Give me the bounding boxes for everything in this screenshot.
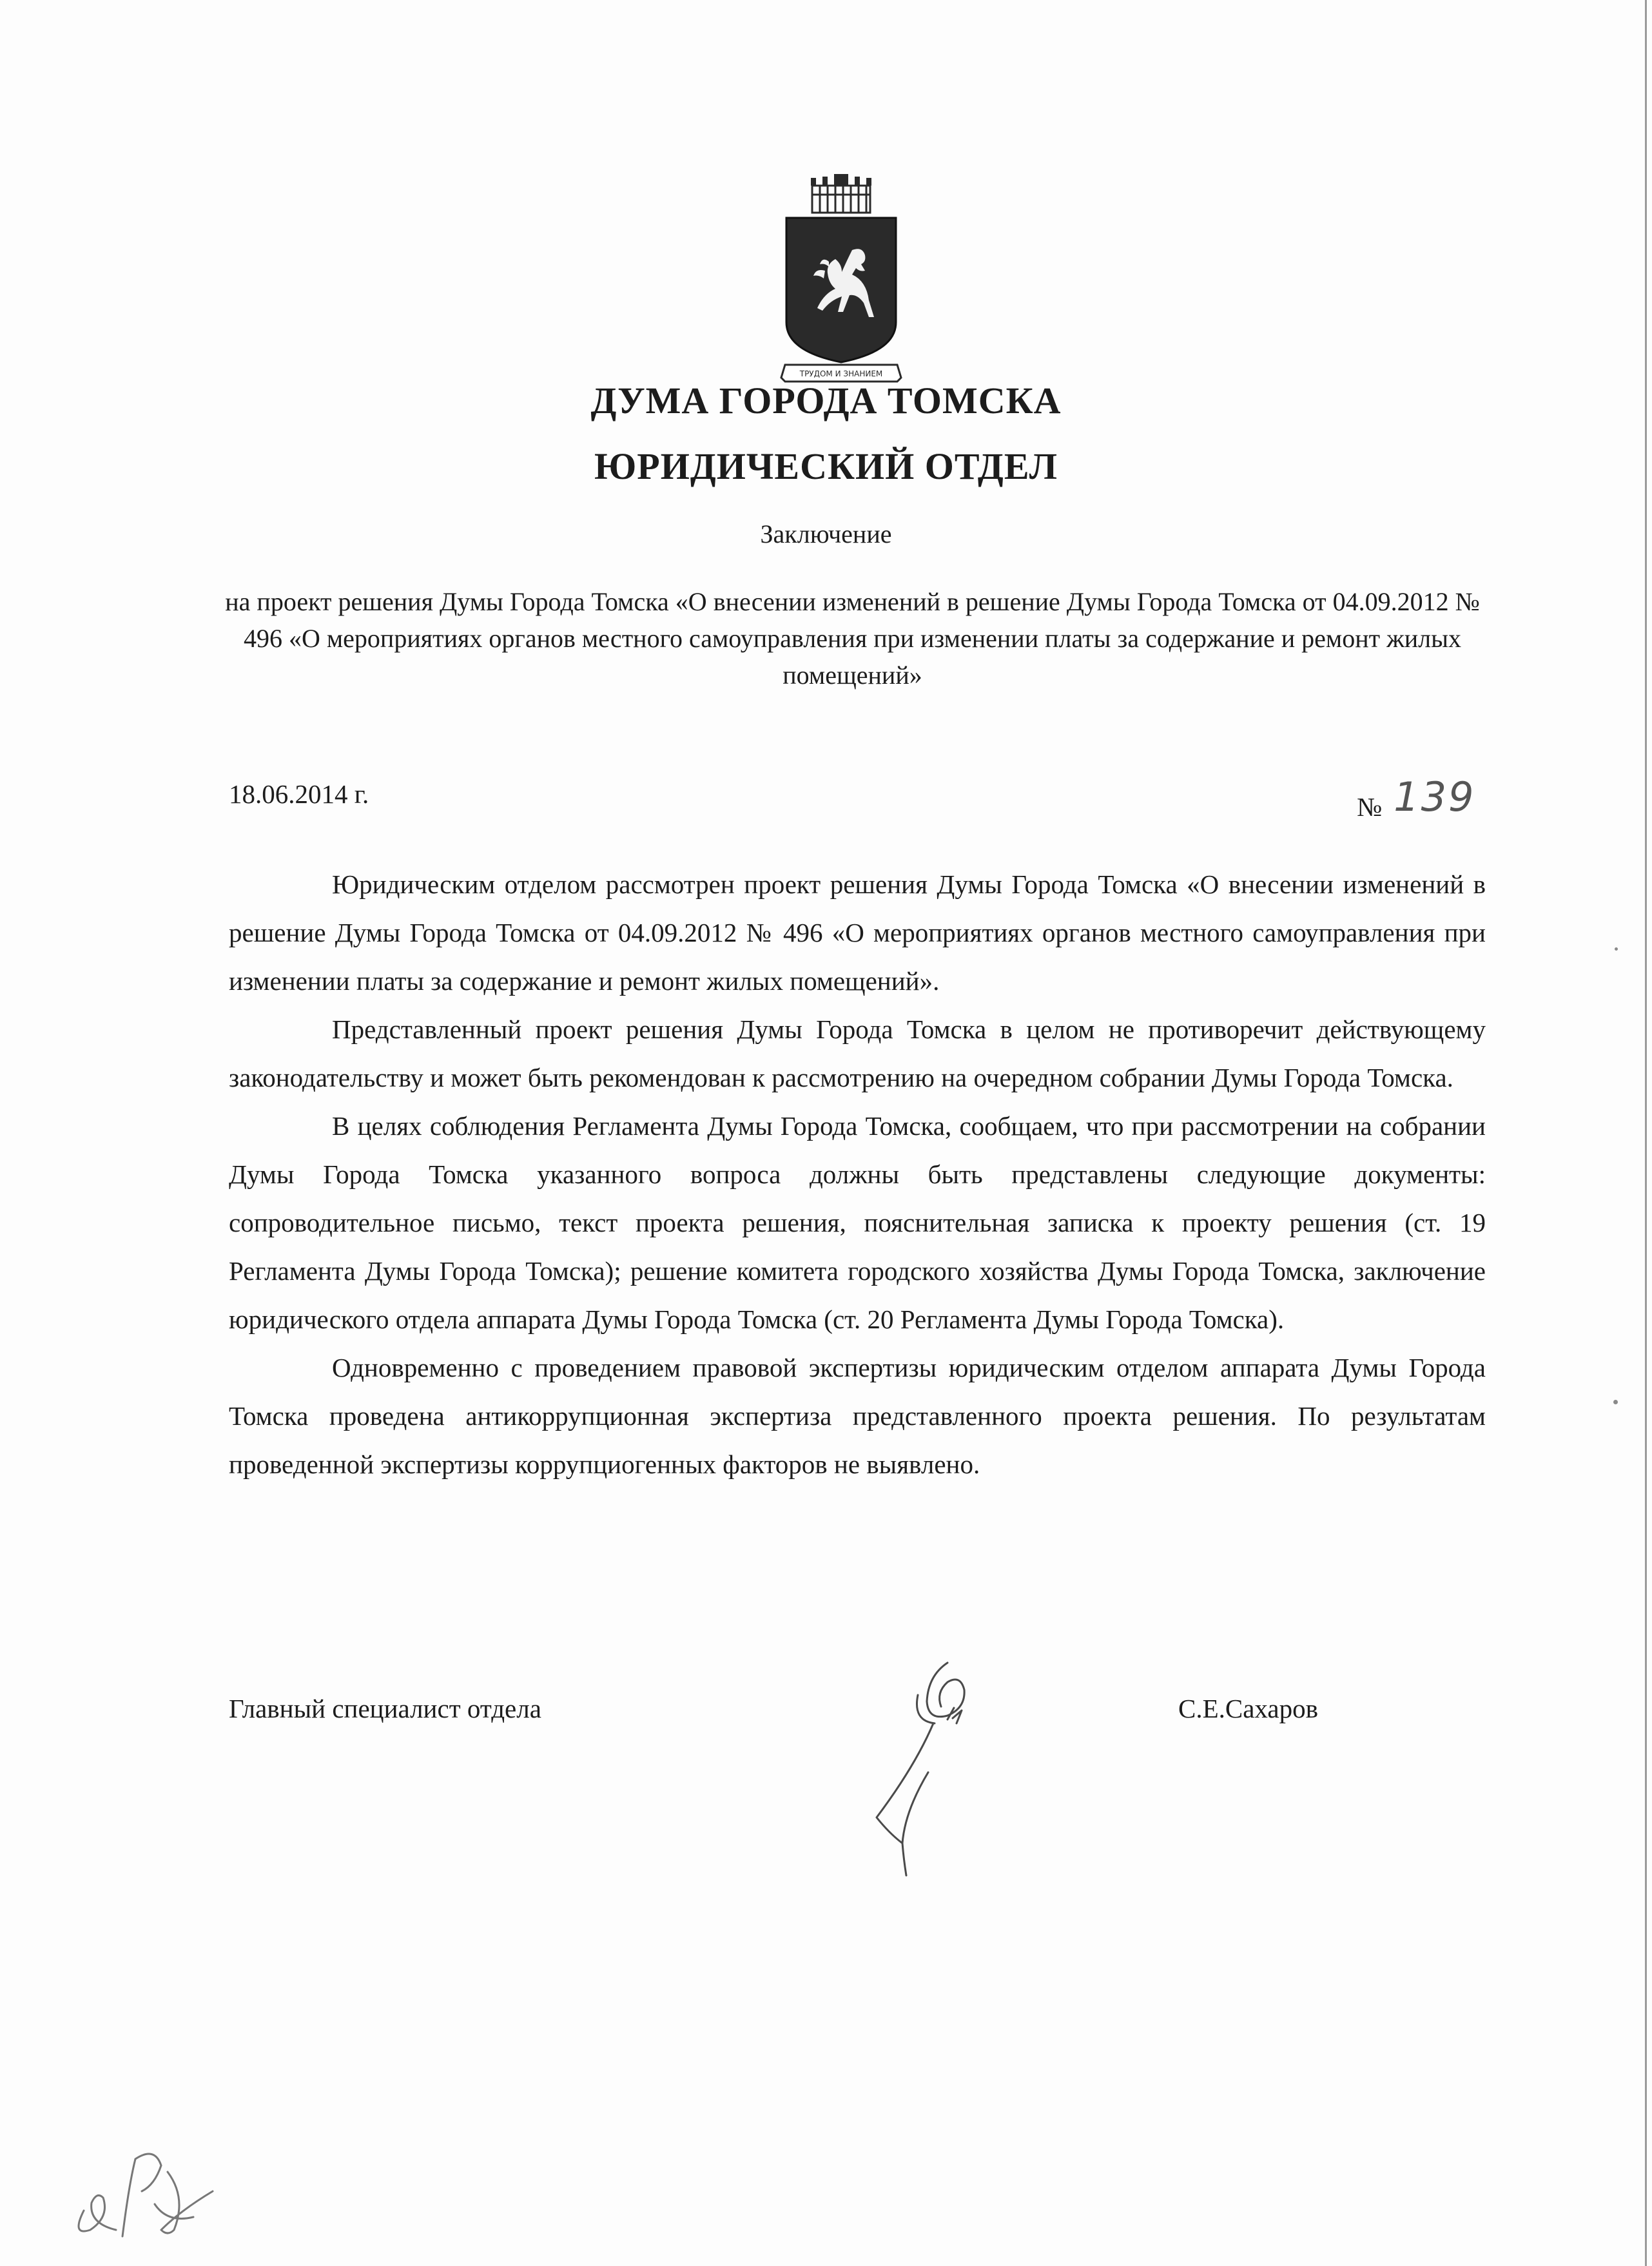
scan-edge [1645, 0, 1647, 2266]
paragraph: Представленный проект решения Думы Города Томска в целом не противоречит действующему законодательству и может быть рекомендован к рассмотрению на очередном собрании Думы Города Томска. [229, 1014, 1486, 1092]
organization-title: ДУМА ГОРОДА ТОМСКА [590, 380, 1062, 421]
paragraph: Юридическим отделом рассмотрен проект решения Думы Города Томска «О внесении изменений в решение Думы Города Томска от 04.09.2012 № 496 «О мероприятиях органов местного самоуправления при изменении платы за содержание и ремонт жилых помещений». [229, 869, 1486, 996]
scan-speck [1615, 947, 1618, 951]
paragraph: В целях соблюдения Регламента Думы Города Томска, сообщаем, что при рассмотрении на собрании Думы Города Томска указанного вопроса должны быть представлены следующие документы: сопроводительное письмо, текст проекта решения, пояснительная записка к проекту решения (ст. 19 Регламента Думы Города Томска); решение комитета городского хозяйства Думы Города Томска, заключение юридического отдела аппарата Думы Города Томска (ст. 20 Регламента Думы Города Томска). [229, 1111, 1486, 1334]
coat-of-arms-icon [780, 174, 902, 387]
document-number [1357, 773, 1476, 826]
scan-speck [1613, 1400, 1618, 1404]
document-type: Заключение [760, 519, 892, 548]
handwritten-signature [851, 1656, 1057, 1888]
handwritten-initials [58, 2133, 251, 2243]
document-body [229, 860, 1486, 1489]
paragraph: Одновременно с проведением правовой экспертизы юридическим отделом аппарата Думы Города Томска проведена антикоррупционная экспертиза представленного проекта решения. По результатам проведенной экспертизы коррупциогенных факторов не выявлено. [229, 1353, 1486, 1479]
department-title: ЮРИДИЧЕСКИЙ ОТДЕЛ [594, 445, 1058, 487]
document-subject: на проект решения Думы Города Томска «О внесении изменений в решение Думы Города Томска от 04.09.2012 № 496 «О мероприятиях органов местного самоуправления при изменении платы за содержание и ремонт жилых помещений» [225, 587, 1480, 690]
document-date: 18.06.2014 г. [229, 779, 369, 809]
signatory-name: С.Е.Сахаров [1178, 1694, 1318, 1723]
number-label: № [1357, 792, 1383, 822]
crest-motto: ТРУДОМ И ЗНАНИЕМ [799, 369, 883, 378]
signatory-position: Главный специалист отдела [229, 1694, 541, 1723]
handwritten-number: 139 [1394, 773, 1476, 820]
